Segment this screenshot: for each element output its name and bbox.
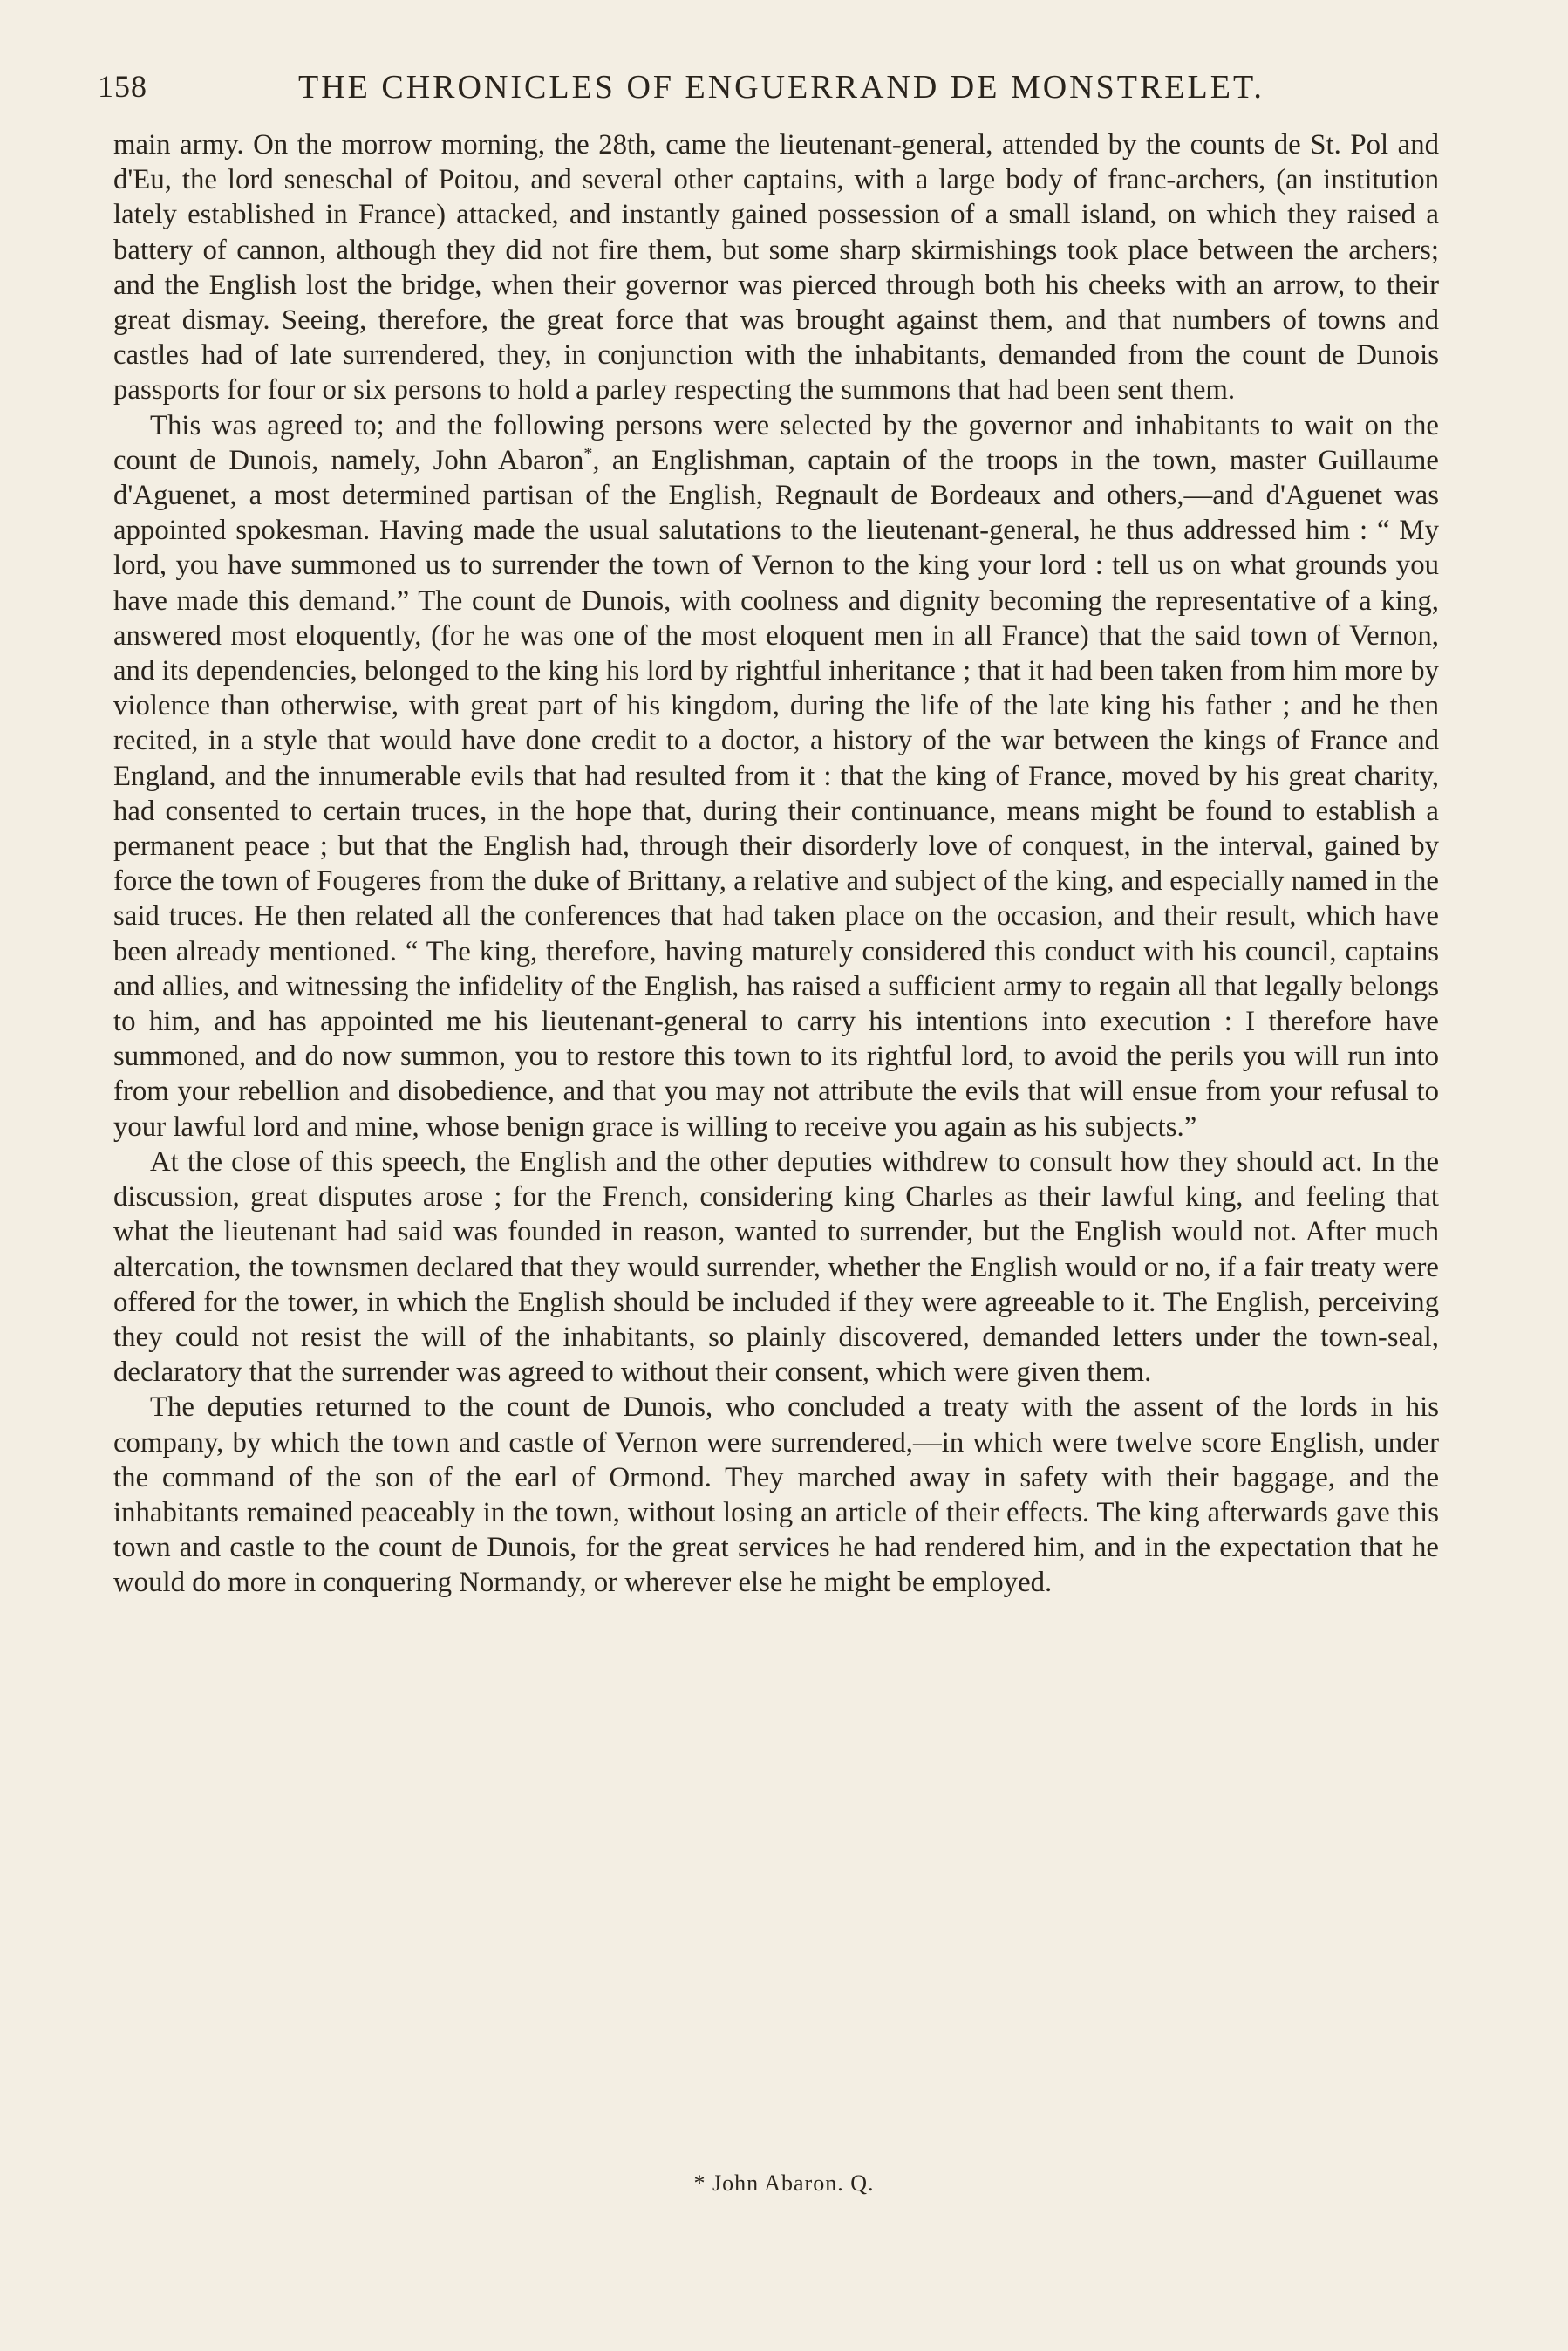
footnote-mark: * — [583, 443, 593, 463]
paragraph-abaron — [113, 408, 1439, 1145]
body-text — [113, 127, 1439, 1601]
paragraph-deputies-withdraw: At the close of this speech, the English and the other deputies withdrew to consult how they should act. In the discussion, great disputes arose ; for the French, considering king Charles as their lawful king, and feeling that what the lieutenant had said was founded in reason, wanted to surrender, but the English would not. After much altercation, the townsmen declared that they would surrender, whether the English would or no, if a fair treaty were offered for the tower, in which the English should be included if they were agreeable to it. The English, perceiving they could not resist the will of the inhabitants, so plainly discovered, demanded letters under the town-seal, declaratory that the surrender was agreed to without their consent, which were given them. — [113, 1145, 1439, 1389]
page-number: 158 — [98, 69, 147, 104]
footnote: * John Abaron. Q. — [693, 2170, 875, 2196]
running-title: THE CHRONICLES OF ENGUERRAND DE MONSTRELET. — [298, 69, 1265, 106]
paragraph-deputies-return: The deputies returned to the count de Dunois, who concluded a treaty with the assent of the lords in his company, by which the town and castle of Vernon were surrendered,—in which were twelve score English, under the command of the son of the earl of Ormond. They marched away in safety with their baggage, and the inhabitants remained peaceably in the town, without losing an article of their effects. The king afterwards gave this town and castle to the count de Dunois, for the great services he had rendered him, and in the expectation that he would do more in conquering Normandy, or wherever else he might be employed. — [113, 1391, 1439, 1599]
paragraph-abaron-text-before: This was agreed to; and the following persons were selected by the governor and inhabitants to wait on the count de Dunois, namely, John Abaron — [113, 409, 1439, 476]
running-head — [98, 68, 1441, 112]
paragraph-abaron-text-after: , an Englishman, captain of the troops in the town, master Guillaume d'Aguenet, a most determined partisan of the English, Regnault de Bordeaux and others,—and d'Aguenet was appointed spokesman. Having made the usual salutations to the lieutenant-general, he thus addressed him : “ My lord, you have summoned us to surrender the town of Vernon to the king your lord : tell us on what grounds you have made this demand.” The count de Dunois, with coolness and dignity becoming the representative of a king, answered most eloquently, (for he was one of the most eloquent men in all France) that the said town of Vernon, and its dependencies, belonged to the king his lord by rightful inheritance ; that it had been taken from him more by violence than otherwise, with great part of his kingdom, during the life of the late king his father ; and he then recited, in a style that would have done credit to a doctor, a history of the war between the kings of France and England, and the innumerable evils that had resulted from it : that the king of France, moved by his great charity, had consented to certain truces, in the hope that, during their continuance, means might be found to establish a permanent peace ; but that the English had, through their disorderly love of conquest, in the interval, gained by force the town of Fougeres from the duke of Brittany, a relative and subject of the king, and especially named in the said truces. He then related all the conferences that had taken place on the occasion, and their result, which have been already mentioned. “ The king, therefore, having maturely considered this conduct with his council, captains and allies, and witnessing the infidelity of the English, has raised a sufficient army to regain all that legally belongs to him, and has appointed me his lieutenant-general to carry his intentions into execution : I therefore have summoned, and do now summon, you to restore this town to its rightful lord, to avoid the perils you will run into from your rebellion and disobedience, and that you may not attribute the evils that will ensue from your refusal to your lawful lord and mine, whose benign grace is willing to receive you again as his subjects.” — [113, 444, 1439, 1143]
paragraph-continuation: main army. On the morrow morning, the 28th, came the lieutenant-general, attended by the counts de St. Pol and d'Eu, the lord seneschal of Poitou, and several other captains, with a large body of franc-archers, (an institution lately established in France) attacked, and instantly gained possession of a small island, on which they raised a battery of cannon, although they did not fire them, but some sharp skirmishings took place between the archers; and the English lost the bridge, when their governor was pierced through both his cheeks with an arrow, to their great dismay. Seeing, therefore, the great force that was brought against them, and that numbers of towns and castles had of late surrendered, they, in conjunction with the inhabitants, demanded from the count de Dunois passports for four or six persons to hold a parley respecting the summons that had been sent them. — [113, 129, 1439, 407]
